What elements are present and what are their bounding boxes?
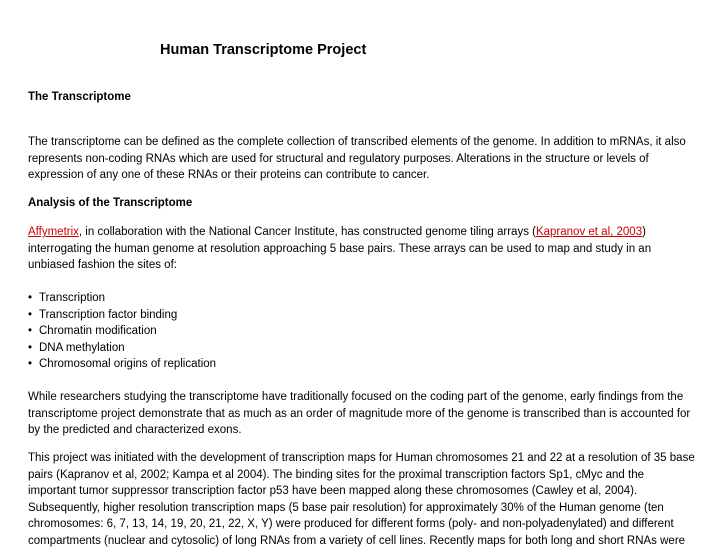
- list-item-label: DNA methylation: [39, 342, 125, 354]
- text-fragment: ): [642, 226, 646, 238]
- list-item: [28, 356, 216, 373]
- list-item-label: Transcription: [39, 292, 105, 304]
- text-line: unbiased fashion the sites of:: [28, 257, 723, 274]
- text-line: expression of any one of these RNAs or their proteins can contribute to cancer.: [28, 167, 723, 184]
- bullet-icon: •: [28, 307, 39, 324]
- bullet-icon: •: [28, 323, 39, 340]
- list-item: [28, 307, 216, 324]
- section-heading-transcriptome: The Transcriptome: [28, 91, 131, 103]
- section-heading-analysis: Analysis of the Transcriptome: [28, 197, 192, 209]
- text-line: interrogating the human genome at resolution approaching 5 base pairs. These arrays can be used to map and study in an: [28, 241, 723, 258]
- text-line: Subsequently, higher resolution transcription maps (5 base pair resolution) for approximately 30% of the Human genome (ten: [28, 500, 723, 517]
- list-item: [28, 323, 216, 340]
- transcriptome-definition-paragraph: [28, 134, 723, 184]
- list-item-label: Chromatin modification: [39, 325, 157, 337]
- coding-focus-paragraph: [28, 389, 723, 439]
- list-item-label: Transcription factor binding: [39, 309, 177, 321]
- text-line: This project was initiated with the development of transcription maps for Human chromosomes 21 and 22 at a resolution of 35 base: [28, 450, 723, 467]
- affymetrix-link[interactable]: Affymetrix: [28, 226, 79, 238]
- text-line: compartments (nuclear and cytosolic) of long RNAs from a variety of cell lines. Recently maps for both long and short RNAs were: [28, 533, 723, 549]
- text-line: chromosomes: 6, 7, 13, 14, 19, 20, 21, 22, X, Y) were produced for different forms (poly- and non-polyadenylated) and different: [28, 516, 723, 533]
- kapranov-2003-link[interactable]: Kapranov et al, 2003: [536, 226, 642, 238]
- list-item-label: Chromosomal origins of replication: [39, 358, 216, 370]
- sites-list: [28, 290, 216, 373]
- text-line: by the predicted and characterized exons.: [28, 422, 723, 439]
- text-line: pairs (Kapranov et al, 2002; Kampa et al 2004). The binding sites for the proximal transcription factors Sp1, cMyc and the: [28, 467, 723, 484]
- text-line: represents non-coding RNAs which are used for structural and regulatory purposes. Alterations in the structure or levels of: [28, 151, 723, 168]
- list-item: [28, 290, 216, 307]
- bullet-icon: •: [28, 340, 39, 357]
- text-line: transcriptome project demonstrate that as much as an order of magnitude more of the genome is transcribed than is accounted for: [28, 406, 723, 423]
- list-item: [28, 340, 216, 357]
- page-title: Human Transcriptome Project: [160, 42, 366, 58]
- project-history-paragraph: [28, 450, 723, 549]
- text-fragment: , in collaboration with the National Cancer Institute, has constructed genome tiling arrays (: [79, 226, 536, 238]
- text-line: The transcriptome can be defined as the complete collection of transcribed elements of the genome. In addition to mRNAs, it also: [28, 134, 723, 151]
- text-line: important tumor suppressor transcription factor p53 have been mapped along these chromosomes (Cawley et al, 2004).: [28, 483, 723, 500]
- affymetrix-intro-paragraph: [28, 224, 723, 274]
- bullet-icon: •: [28, 290, 39, 307]
- text-line: [28, 224, 723, 241]
- text-line: While researchers studying the transcriptome have traditionally focused on the coding part of the genome, early findings from the: [28, 389, 723, 406]
- bullet-icon: •: [28, 356, 39, 373]
